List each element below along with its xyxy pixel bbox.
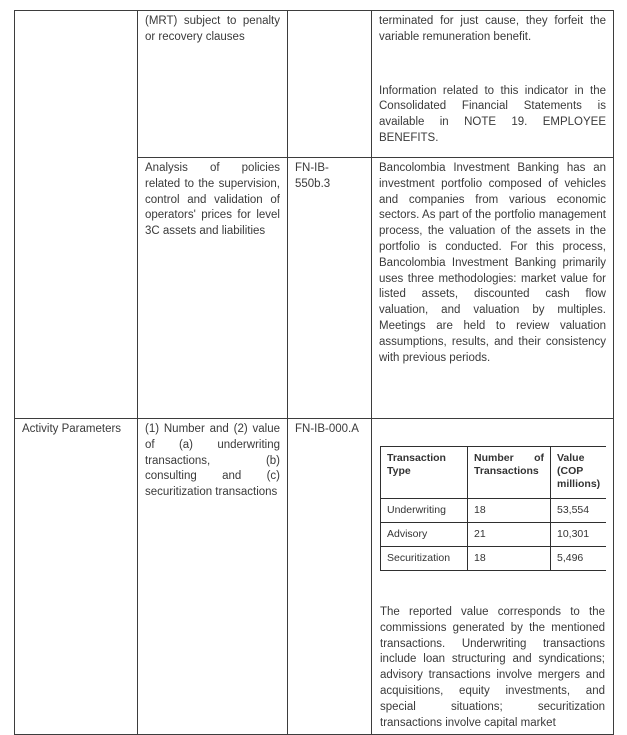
- metric-cell: [138, 11, 288, 158]
- metric-text: Analysis of policies related to the supervision, control and validation of operators' prices for level 3C assets and liabilities: [145, 162, 280, 238]
- category-cell-empty: [15, 11, 138, 419]
- code-cell: [288, 158, 372, 419]
- transaction-count-cell: 21: [468, 523, 551, 547]
- transaction-type-cell: Underwriting: [381, 499, 468, 523]
- transaction-type-cell: Advisory: [381, 523, 468, 547]
- transaction-value-cell: 53,554: [551, 499, 607, 523]
- response-paragraph: terminated for just cause, they forfeit the variable remuneration benefit.: [379, 15, 606, 43]
- code-cell: [288, 11, 372, 158]
- code-text: FN-IB-550b.3: [295, 162, 331, 190]
- sasb-disclosure-table: [14, 10, 614, 735]
- transaction-count-cell: 18: [468, 499, 551, 523]
- table-row: [381, 547, 607, 571]
- response-cell: [372, 419, 614, 735]
- transaction-value-cell: 10,301: [551, 523, 607, 547]
- response-paragraph: Information related to this indicator in the Consolidated Financial Statements is available in NOTE 19. EMPLOYEE BENEFITS.: [379, 84, 606, 144]
- column-header-number-of-transactions: Number of Transactions: [468, 447, 551, 499]
- response-paragraph: The reported value corresponds to the commissions generated by the mentioned transactions. Underwriting transactions include loan structuring and syndications; advisory transactions involve mergers and acquisitions, equity investments, and special situations; securitization transactions involve capital market: [380, 606, 605, 728]
- metric-text: (MRT) subject to penalty or recovery clauses: [145, 15, 280, 43]
- transaction-type-cell: Securitization: [381, 547, 468, 571]
- category-cell: [15, 419, 138, 735]
- metric-cell: [138, 158, 288, 419]
- table-row: [381, 523, 607, 547]
- code-text: FN-IB-000.A: [295, 423, 359, 435]
- code-cell: [288, 419, 372, 735]
- column-header-transaction-type: Transaction Type: [381, 447, 468, 499]
- table-row: [15, 419, 614, 735]
- response-paragraph: Bancolombia Investment Banking has an investment portfolio composed of vehicles and companies from various economic sectors. As part of the portfolio management process, the valuation of the assets in the portfolio is conducted. For this process, Bancolombia Investment Banking primarily uses three methodologies: market value for listed assets, discounted cash flow valuation, and valuation by multiples. Meetings are held to review valuation assumptions, results, and their consistency with previous periods.: [379, 162, 606, 364]
- transactions-header-row: [381, 447, 607, 499]
- metric-cell: [138, 419, 288, 735]
- category-label: Activity Parameters: [22, 423, 122, 435]
- table-row: [381, 499, 607, 523]
- transaction-value-cell: 5,496: [551, 547, 607, 571]
- transactions-data-table: [380, 446, 606, 571]
- response-cell: [372, 158, 614, 419]
- table-row: [15, 11, 614, 158]
- column-header-value: Value (COP millions): [551, 447, 607, 499]
- transaction-count-cell: 18: [468, 547, 551, 571]
- metric-text: (1) Number and (2) value of (a) underwriting transactions, (b) consulting and (c) securitization transactions: [145, 423, 280, 499]
- response-cell: [372, 11, 614, 158]
